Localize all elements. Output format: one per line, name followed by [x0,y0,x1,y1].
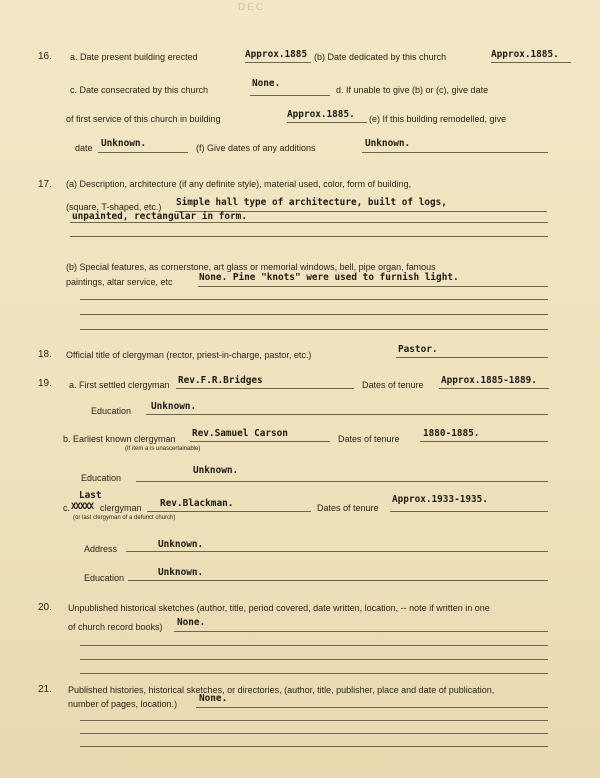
q19-c-addr-value: Unknown. [158,539,204,550]
q21-line2: number of pages, location.) [68,699,178,709]
q19-c-over: Last [79,490,102,501]
q17-a-line1: (a) Description, architecture (if any definite style), material used, color, form of building, [66,179,412,189]
q17-b-line-3 [80,314,548,315]
q16-a-value: Approx.1885 [245,49,308,60]
q19-c-edu-label: Education [84,573,125,583]
q17-b-line-1 [198,286,548,287]
q16-b-line [491,62,571,63]
q19-c-tenure-value: Approx.1933-1935. [392,494,488,505]
q20-line2: of church record books) [68,622,163,632]
q19-number: 19. [38,378,52,389]
q16-d-label2: of first service of this church in building [66,114,221,124]
q17-b-line-2 [80,299,548,300]
q16-d-line [287,122,367,123]
q16-a-label: a. Date present building erected [70,52,198,62]
q19-a-tenure-label: Dates of tenure [362,380,424,390]
q19-c-addr-line [126,551,548,552]
q18-label: Official title of clergyman (rector, priest-in-charge, pastor, etc.) [66,350,312,360]
q18-value: Pastor. [398,344,438,355]
q21-value: None. [199,693,228,704]
q17-b-line1: (b) Special features, as cornerstone, art glass or memorial windows, bell, pipe organ, famous [66,262,436,272]
q17-a-line2: (square, T-shaped, etc.) [66,202,162,212]
q17-b-line2: paintings, altar service, etc [66,277,173,287]
q19-a-tenure-line [439,388,549,389]
q16-b-value: Approx.1885. [491,49,559,60]
q20-number: 20. [38,602,52,613]
q19-a-edu-label: Education [91,406,132,416]
q16-f-value: Unknown. [365,138,411,149]
q19-c-value: Rev.Blackman. [160,498,234,509]
q19-a-edu-line [146,414,548,415]
q17-number: 17. [38,179,52,190]
q21-line-4 [80,746,548,747]
q19-c-addr-label: Address [84,544,118,554]
q16-e-value: Unknown. [101,138,147,149]
q16-f-label: (f) Give dates of any additions [196,143,316,153]
q16-b-label: (b) Date dedicated by this church [314,52,447,62]
q16-a-line [245,62,311,63]
q19-b-value: Rev.Samuel Carson [192,428,288,439]
received-stamp: DEC [238,2,266,13]
q16-e-label2: date [75,143,93,153]
q19-b-line [190,441,330,442]
q19-a-line [176,388,354,389]
q19-b-tenure-label: Dates of tenure [338,434,400,444]
q21-number: 21. [38,684,52,695]
q17-a-line-2 [70,222,548,223]
q19-c-edu-line [128,580,548,581]
q21-line1: Published histories, historical sketches, or directories, (author, title, publisher, place and date of publication, [68,685,495,695]
q16-number: 16. [38,51,52,62]
q16-c-label: c. Date consecrated by this church [70,85,209,95]
q21-line-1 [196,707,548,708]
q19-c-prefix: c. [63,503,71,513]
q21-line-3 [80,733,548,734]
q19-c-line [147,511,311,512]
q20-line-3 [80,659,548,660]
q19-b-edu-label: Education [81,473,122,483]
q19-a-tenure-value: Approx.1885-1889. [441,375,537,386]
q19-c-edu-value: Unknown. [158,567,204,578]
q18-line [396,357,548,358]
q19-b-edu-value: Unknown. [193,465,239,476]
q20-value: None. [177,617,206,628]
q20-line-1 [174,631,548,632]
q16-e-line [98,152,188,153]
q16-d-label: d. If unable to give (b) or (c), give date [336,85,489,95]
q18-number: 18. [38,349,52,360]
q19-c-struck: XXXXX [71,502,94,512]
q19-c-note: (or last clergyman of a defunct church) [73,515,176,521]
q20-line1: Unpublished historical sketches (author, title, period covered, date written, location, -- note if written in one [68,603,490,613]
q16-c-line [250,95,330,96]
q16-c-value: None. [252,78,281,89]
q20-line-4 [80,673,548,674]
q19-b-tenure-line [420,441,548,442]
q20-line-2 [80,645,548,646]
q19-c-label: clergyman [100,503,142,513]
q16-d-value: Approx.1885. [287,109,355,120]
q19-c-tenure-line [390,511,548,512]
q19-b-tenure-value: 1880-1885. [423,428,480,439]
q19-b-label: b. Earliest known clergyman [63,434,176,444]
q19-b-edu-line [136,481,548,482]
q21-line-2 [80,720,548,721]
q19-a-value: Rev.F.R.Bridges [178,375,263,386]
q19-a-label: a. First settled clergyman [69,380,170,390]
q16-f-line [362,152,548,153]
q19-c-tenure-label: Dates of tenure [317,503,379,513]
q17-b-value: None. Pine "knots" were used to furnish light. [199,272,459,283]
q19-a-edu-value: Unknown. [151,401,197,412]
q17-a-line-3 [70,236,548,237]
q17-a-value1: Simple hall type of architecture, built of logs, [176,197,447,208]
q17-b-line-4 [80,329,548,330]
q19-b-note: (If item a is unascertainable) [125,446,201,452]
q16-e-label: (e) If this building remodelled, give [369,114,507,124]
q17-a-value2: unpainted, rectangular in form. [72,211,247,222]
